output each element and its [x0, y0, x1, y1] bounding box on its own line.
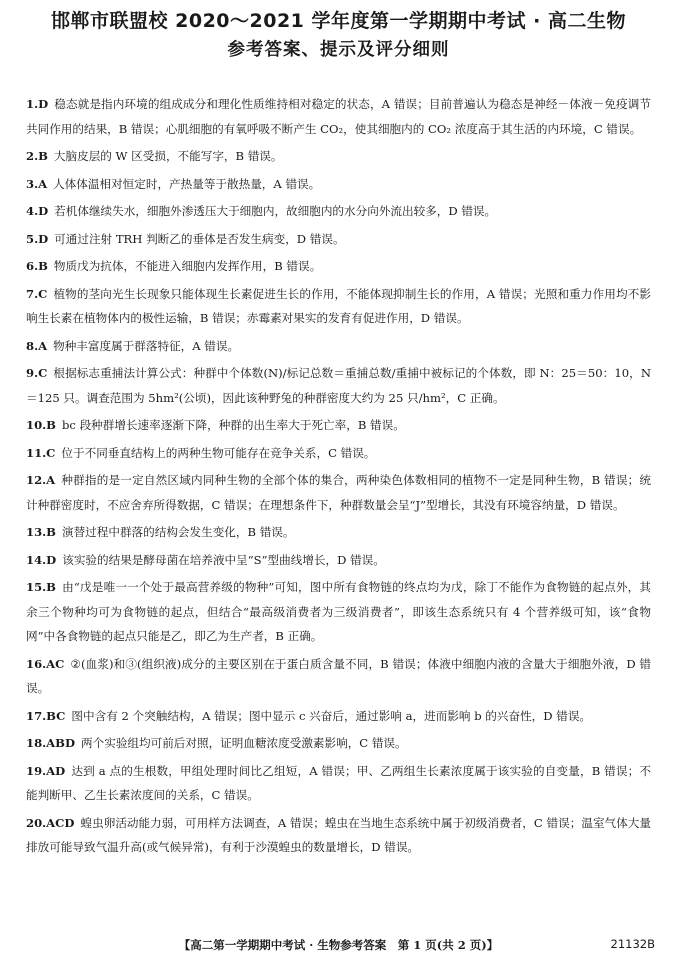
answer-list	[26, 92, 651, 863]
answer-explanation: 根据标志重捕法计算公式：种群中个体数(N)/标记总数＝重捕总数/重捕中被标记的个体数，即 N：25＝50：10，N＝125 只。调查范围为 5hm²(公顷)，因此该种野兔的种群密度大约为 25 只/hm²，C 正确。	[26, 366, 651, 405]
answer-number: 19.AD	[26, 763, 66, 778]
answer-item	[26, 731, 651, 756]
answer-explanation: 可通过注射 TRH 判断乙的垂体是否发生病变，D 错误。	[54, 231, 345, 246]
answer-item	[26, 172, 651, 197]
answer-item	[26, 811, 651, 860]
answer-number: 13.B	[26, 525, 56, 539]
answer-number: 14.D	[26, 552, 57, 567]
answer-explanation: 图中含有 2 个突触结构，A 错误；图中显示 c 兴奋后，通过影响 a，进而影响 b 的兴奋性，D 错误。	[71, 708, 592, 723]
answer-item	[26, 759, 651, 808]
answer-item	[26, 520, 651, 545]
answer-item	[26, 704, 651, 729]
page-title: 邯郸市联盟校 2020～2021 学年度第一学期期中考试 · 高二生物	[51, 10, 626, 32]
answer-explanation: 植物的茎向光生长现象只能体现生长素促进生长的作用，不能体现抑制生长的作用，A 错误；光照和重力作用均不影响生长素在植物体内的极性运输，B 错误；赤霉素对果实的发育有促进作用，D 错误。	[26, 286, 651, 325]
answer-explanation: 达到 a 点的生根数，甲组处理时间比乙组短，A 错误；甲、乙两组生长素浓度属于该实验的自变量，B 错误；不能判断甲、乙生长素浓度间的关系，C 错误。	[26, 763, 651, 802]
answer-number: 9.C	[26, 366, 48, 380]
footer-page-info: 【高二第一学期期中考试 · 生物参考答案 第 1 页(共 2 页)】	[178, 938, 499, 952]
answer-item	[26, 282, 651, 331]
answer-number: 3.A	[26, 176, 48, 191]
answer-number: 16.AC	[26, 656, 65, 671]
answer-number: 12.A	[26, 473, 56, 487]
answer-explanation: bc 段种群增长速率逐渐下降，种群的出生率大于死亡率，B 错误。	[61, 418, 405, 432]
answer-explanation: 稳态就是指内环境的组成成分和理化性质维持相对稳定的状态，A 错误；目前普遍认为稳态是神经－体液－免疫调节共同作用的结果，B 错误；心肌细胞的有氧呼吸不断产生 CO₂，使其细胞内的 CO₂ 浓度高于其生活的内环境，C 错误。	[26, 97, 651, 136]
answer-item	[26, 575, 651, 649]
answer-explanation: 两个实验组均可前后对照，证明血糖浓度受激素影响，C 错误。	[81, 736, 407, 750]
answer-explanation: 位于不同垂直结构上的两种生物可能存在竞争关系，C 错误。	[61, 445, 376, 460]
answer-item	[26, 334, 651, 359]
answer-number: 20.ACD	[26, 815, 75, 830]
answer-number: 10.B	[26, 418, 56, 432]
answer-number: 17.BC	[26, 708, 66, 723]
answer-item	[26, 548, 651, 573]
answer-explanation: 种群指的是一定自然区域内同种生物的全部个体的集合，两种染色体数相同的植物不一定是同种生物，B 错误；统计种群密度时，不应舍弃所得数据，C 错误；在理想条件下，种群数量会呈“J”型增长，其没有环境容纳量，D 错误。	[26, 473, 651, 512]
page-footer	[0, 937, 677, 955]
answer-item	[26, 254, 651, 279]
answer-number: 4.D	[26, 204, 49, 218]
answer-item	[26, 413, 651, 438]
answer-number: 18.ABD	[26, 736, 76, 750]
answer-item	[26, 227, 651, 252]
answer-number: 7.C	[26, 286, 48, 301]
answer-number: 11.C	[26, 445, 56, 460]
footer-doc-code: 21132B	[610, 937, 655, 951]
answer-explanation: 大脑皮层的 W 区受损，不能写字，B 错误。	[53, 149, 283, 163]
answer-explanation: 若机体继续失水，细胞外渗透压大于细胞内，故细胞内的水分向外流出较多，D 错误。	[54, 204, 497, 218]
answer-explanation: ②(血浆)和③(组织液)成分的主要区别在于蛋白质含量不同，B 错误；体液中细胞内液的含量大于细胞外液，D 错误。	[26, 656, 651, 695]
answer-item	[26, 92, 651, 141]
answer-explanation: 物质戊为抗体，不能进入细胞内发挥作用，B 错误。	[53, 259, 322, 273]
answer-explanation: 蝗虫卵活动能力弱，可用样方法调查，A 错误；蝗虫在当地生态系统中属于初级消费者，C 错误；温室气体大量排放可能导致气温升高(或气候异常)，有利于沙漠蝗虫的数量增长，D 错误。	[26, 815, 651, 854]
answer-item	[26, 199, 651, 224]
page-subtitle: 参考答案、提示及评分细则	[227, 40, 450, 60]
answer-number: 5.D	[26, 231, 49, 246]
answer-number: 6.B	[26, 259, 48, 273]
answer-explanation: 物种丰富度属于群落特征，A 错误。	[53, 338, 240, 353]
answer-explanation: 人体体温相对恒定时，产热量等于散热量，A 错误。	[53, 176, 321, 191]
answer-number: 8.A	[26, 338, 48, 353]
answer-explanation: 由“戊是唯一一个处于最高营养级的物种”可知，图中所有食物链的终点均为戊，除丁不能作为食物链的起点外，其余三个物种均可为食物链的起点，但结合“最高级消费者为三级消费者”，即该生态系统只有 4 个营养级可知，该“食物网”中各食物链的起点只能是乙，即乙为生产者，B 正确。	[26, 580, 651, 643]
answer-item	[26, 652, 651, 701]
answer-item	[26, 441, 651, 466]
answer-explanation: 演替过程中群落的结构会发生变化，B 错误。	[61, 525, 295, 539]
page-header	[0, 0, 677, 64]
answer-item	[26, 361, 651, 410]
answer-explanation: 该实验的结果是酵母菌在培养液中呈“S”型曲线增长，D 错误。	[62, 552, 385, 567]
answer-number: 2.B	[26, 149, 48, 163]
answer-number: 15.B	[26, 580, 56, 594]
answer-item	[26, 144, 651, 169]
answer-item	[26, 468, 651, 517]
answer-number: 1.D	[26, 97, 49, 111]
